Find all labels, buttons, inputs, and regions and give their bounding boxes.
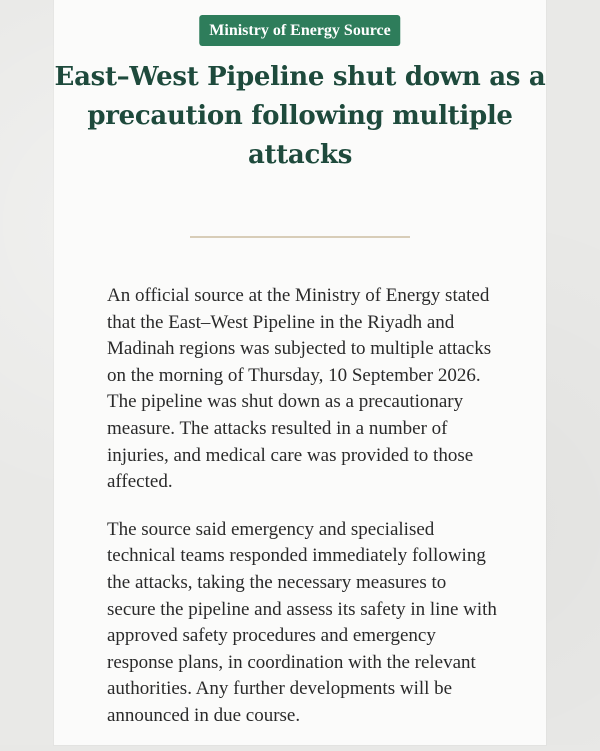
body-paragraph: An official source at the Ministry of Energy stated that the East–West Pipeline in the Riyadh and Madinah regions was subjected to multiple attacks on the morning of Thursday, 10 September 2026. The pipeline was shut down as a precautionary measure. The attacks resulted in a number of injuries, and medical care was provided to those affected.	[107, 285, 492, 493]
article-headline: East–West Pipeline shut down as a precaution following multiple attacks	[54, 62, 546, 170]
article-card	[54, 0, 546, 745]
body-paragraph: The source said emergency and specialised technical teams responded immediately following the attacks, taking the necessary measures to secure the pipeline and assess its safety in line with approved safety procedures and emergency response plans, in coordination with the relevant authorities. Any further developments will be announced in due course.	[107, 518, 497, 726]
source-badge: Ministry of Energy Source	[199, 15, 400, 46]
headline-divider	[190, 236, 410, 238]
article-body	[107, 283, 499, 751]
